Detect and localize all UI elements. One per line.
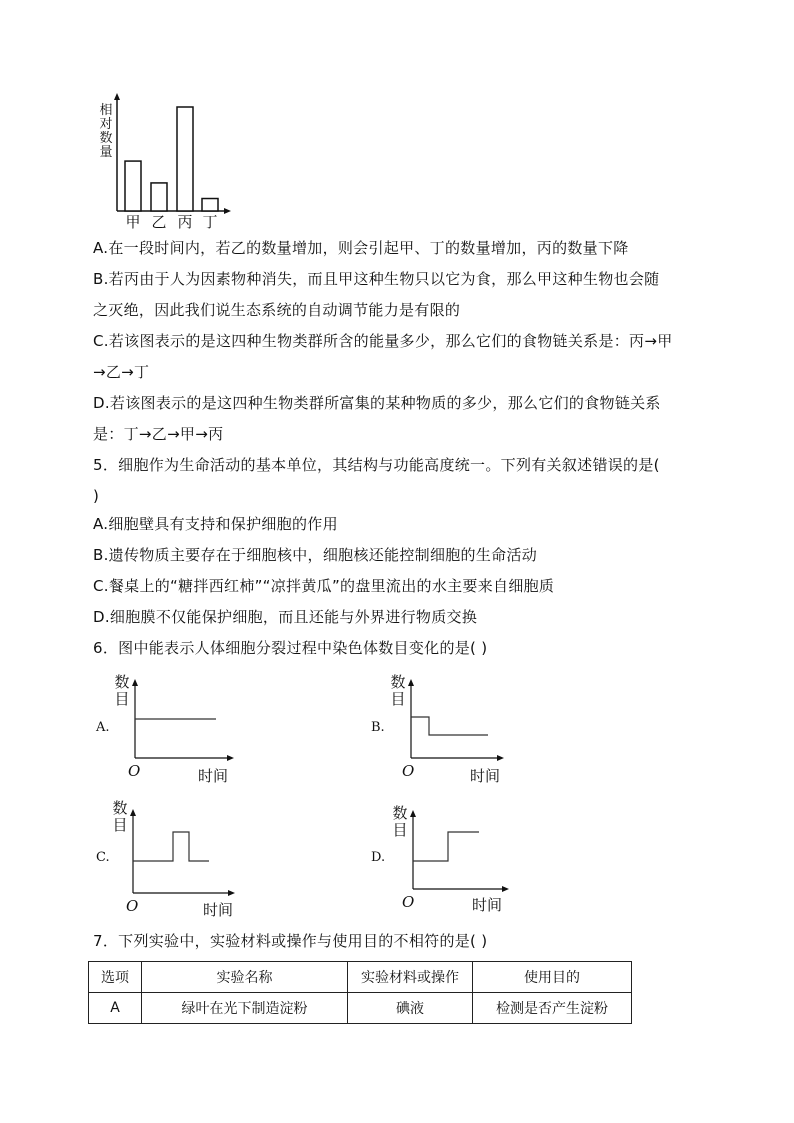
q6-option-c-label: C. <box>96 850 110 865</box>
bar-丙 <box>177 107 193 211</box>
graph-xlabel: 时间 <box>472 896 503 914</box>
bar-甲 <box>125 161 141 211</box>
x-tick-label: 甲 <box>125 213 141 231</box>
table-header-cell: 使用目的 <box>473 962 632 993</box>
q4-option-a: A.在一段时间内，若乙的数量增加，则会引起甲、丁的数量增加，丙的数量下降 <box>93 239 629 257</box>
q6-option-a-label: A. <box>96 720 110 735</box>
table-header-cell: 实验名称 <box>142 962 348 993</box>
bar-乙 <box>151 183 167 211</box>
experiment-table <box>88 961 632 1024</box>
q4-option-d-cont: 是：丁→乙→甲→丙 <box>93 425 224 443</box>
ylabel-char: 目 <box>112 816 128 834</box>
bar-chart-svg <box>0 0 794 240</box>
q5-stem-cont: ) <box>93 487 100 505</box>
q4-option-b: B.若丙由于人为因素物种消失，而且甲这种生物只以它为食，那么甲这种生物也会随 <box>93 270 660 288</box>
q6-stem: 6．图中能表示人体细胞分裂过程中染色体数目变化的是( ) <box>93 639 488 657</box>
graph-ylabel <box>390 674 406 708</box>
ylabel-char: 目 <box>392 821 408 839</box>
ylabel-char: 数 <box>114 673 130 691</box>
table-cell: A <box>89 993 142 1024</box>
x-axis-arrow <box>224 208 231 214</box>
graph-d-line <box>413 832 479 861</box>
bar-丁 <box>202 199 218 211</box>
ylabel-char: 目 <box>114 690 130 708</box>
q4-option-c: C.若该图表示的是这四种生物类群所含的能量多少，那么它们的食物链关系是：丙→甲 <box>93 332 673 350</box>
table-cell: 绿叶在光下制造淀粉 <box>142 993 348 1024</box>
graph-ylabel <box>114 674 130 708</box>
graph-xlabel: 时间 <box>203 901 234 919</box>
graph-origin: O <box>402 762 415 780</box>
x-tick-label: 丙 <box>177 213 193 231</box>
graph-xlabel: 时间 <box>470 767 501 785</box>
table-row <box>89 993 632 1024</box>
graph-ylabel <box>392 805 408 839</box>
y-axis-arrow <box>114 93 120 100</box>
q5-option-c: C.餐桌上的“糖拌西红柿”“凉拌黄瓜”的盘里流出的水主要来自细胞质 <box>93 577 555 595</box>
q5-option-b: B.遗传物质主要存在于细胞核中，细胞核还能控制细胞的生命活动 <box>93 546 538 564</box>
q5-stem: 5．细胞作为生命活动的基本单位，其结构与功能高度统一。下列有关叙述错误的是( <box>93 456 660 474</box>
q4-option-c-cont: →乙→丁 <box>93 363 150 381</box>
graph-ylabel <box>112 800 128 834</box>
ylabel-char: 数 <box>99 131 113 146</box>
q7-stem: 7．下列实验中，实验材料或操作与使用目的不相符的是( ) <box>93 932 488 950</box>
x-tick-label: 丁 <box>202 213 218 231</box>
x-tick-label: 乙 <box>151 213 167 231</box>
table-cell: 碘液 <box>348 993 473 1024</box>
ylabel-char: 对 <box>99 117 113 132</box>
q6-option-b-label: B. <box>371 720 385 735</box>
q5-option-a: A.细胞壁具有支持和保护细胞的作用 <box>93 515 338 533</box>
q4-option-d: D.若该图表示的是这四种生物类群所富集的某种物质的多少，那么它们的食物链关系 <box>93 394 661 412</box>
table-cell: 检测是否产生淀粉 <box>473 993 632 1024</box>
graph-xlabel: 时间 <box>198 767 229 785</box>
q6-option-d-label: D. <box>371 850 386 865</box>
ylabel-char: 数 <box>112 799 128 817</box>
ylabel-char: 目 <box>390 690 406 708</box>
graph-origin: O <box>126 897 139 915</box>
table-header-row <box>89 962 632 993</box>
ylabel-char: 数 <box>392 804 408 822</box>
table-header-cell: 选项 <box>89 962 142 993</box>
graph-origin: O <box>128 762 141 780</box>
ylabel-char: 相 <box>99 103 113 118</box>
q4-option-b-cont: 之灭绝，因此我们说生态系统的自动调节能力是有限的 <box>93 301 461 319</box>
graph-b-line <box>411 717 488 735</box>
graph-c-line <box>133 832 209 861</box>
table-header-cell: 实验材料或操作 <box>348 962 473 993</box>
ylabel-char: 数 <box>390 673 406 691</box>
graph-origin: O <box>402 893 415 911</box>
ylabel-char: 量 <box>99 145 113 160</box>
q5-option-d: D.细胞膜不仅能保护细胞，而且还能与外界进行物质交换 <box>93 608 478 626</box>
